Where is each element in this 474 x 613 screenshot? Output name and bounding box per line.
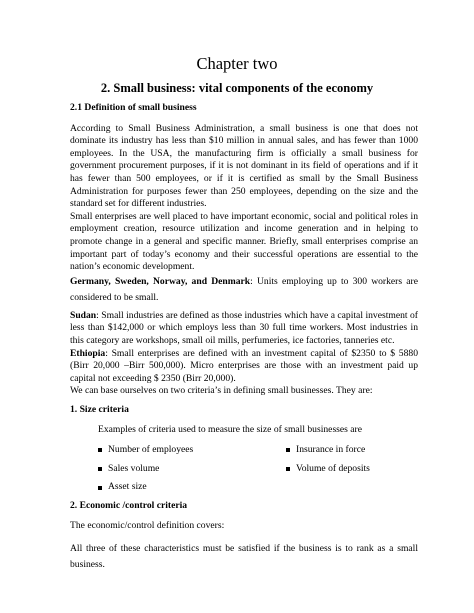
paragraph-base-criteria: We can base ourselves on two criteria’s in defining small businesses. They are:: [70, 385, 373, 397]
economic-criteria-intro: The economic/control definition covers:: [70, 520, 225, 532]
square-bullet-icon: [98, 448, 102, 452]
list-item: Volume of deposits: [286, 463, 426, 476]
sudan-label: Sudan: [70, 309, 97, 321]
list-item: Number of employees: [98, 444, 286, 457]
document-body: [70, 102, 418, 573]
square-bullet-icon: [286, 448, 290, 452]
paragraph-ethiopia: [70, 348, 418, 386]
sudan-text: : Small industries are defined as those industries which have a capital investment of less than $142,000 or which employs less than 30 full time workers. Most industries in this category are workshops, small oil mills, perfumeries, ice factories, tanneries etc.: [70, 309, 418, 346]
economic-criteria-heading: 2. Economic /control criteria: [70, 499, 188, 511]
definition-heading: 2.1 Definition of small business: [70, 102, 197, 113]
chapter-title: Chapter two: [196, 54, 278, 73]
size-criteria-intro: Examples of criteria used to measure the size of small businesses are: [98, 424, 363, 436]
section-title: 2. Small business: vital components of the economy: [100, 81, 374, 95]
criteria-list: [70, 444, 418, 494]
paragraph-sudan: [70, 310, 418, 348]
list-item: Sales volume: [98, 463, 286, 476]
paragraph-final: All three of these characteristics must be satisfied if the business is to rank as a small business.: [70, 543, 418, 571]
paragraph-sba-definition: According to Small Business Administration, a small business is one that does not dominate its industry has less than $10 million in annual sales, and has fewer than 1000 employees. In the USA, the manufacturing firm is officially a small business for government procurement purposes, if it is not dominant in its field of operations and if it has fewer than 500 employees, or if it is certified as small by the Small Business Administration for purposes fewer than 250 employees, depending on the size and the standard set for different industries.: [70, 122, 418, 210]
square-bullet-icon: [286, 467, 290, 471]
list-item: Asset size: [98, 481, 286, 494]
germany-text: : Units employing up to 300 workers are considered to be small.: [70, 275, 418, 303]
ethiopia-text: : Small enterprises are defined with an investment capital of $2350 to $ 5880 (Birr 20,000 –Birr 500,000). Micro enterprises are those with an investment paid up capital not exceeding $ 2350 (Birr 20,000).: [70, 347, 418, 384]
paragraph-small-enterprises: Small enterprises are well placed to have important economic, social and political roles in employment creation, resource utilization and income generation and in helping to promote change in a general and specific manner. Briefly, small enterprises comprise an important part of today’s economy and their successful operations are essential to the nation’s economic development.: [70, 210, 418, 273]
square-bullet-icon: [98, 486, 102, 490]
paragraph-germany: [70, 274, 418, 306]
germany-label: Germany, Sweden, Norway, and Denmark: [70, 275, 251, 287]
list-item: Insurance in force: [286, 444, 426, 457]
square-bullet-icon: [98, 467, 102, 471]
size-criteria-heading: 1. Size criteria: [70, 403, 129, 415]
ethiopia-label: Ethiopia: [70, 347, 106, 359]
